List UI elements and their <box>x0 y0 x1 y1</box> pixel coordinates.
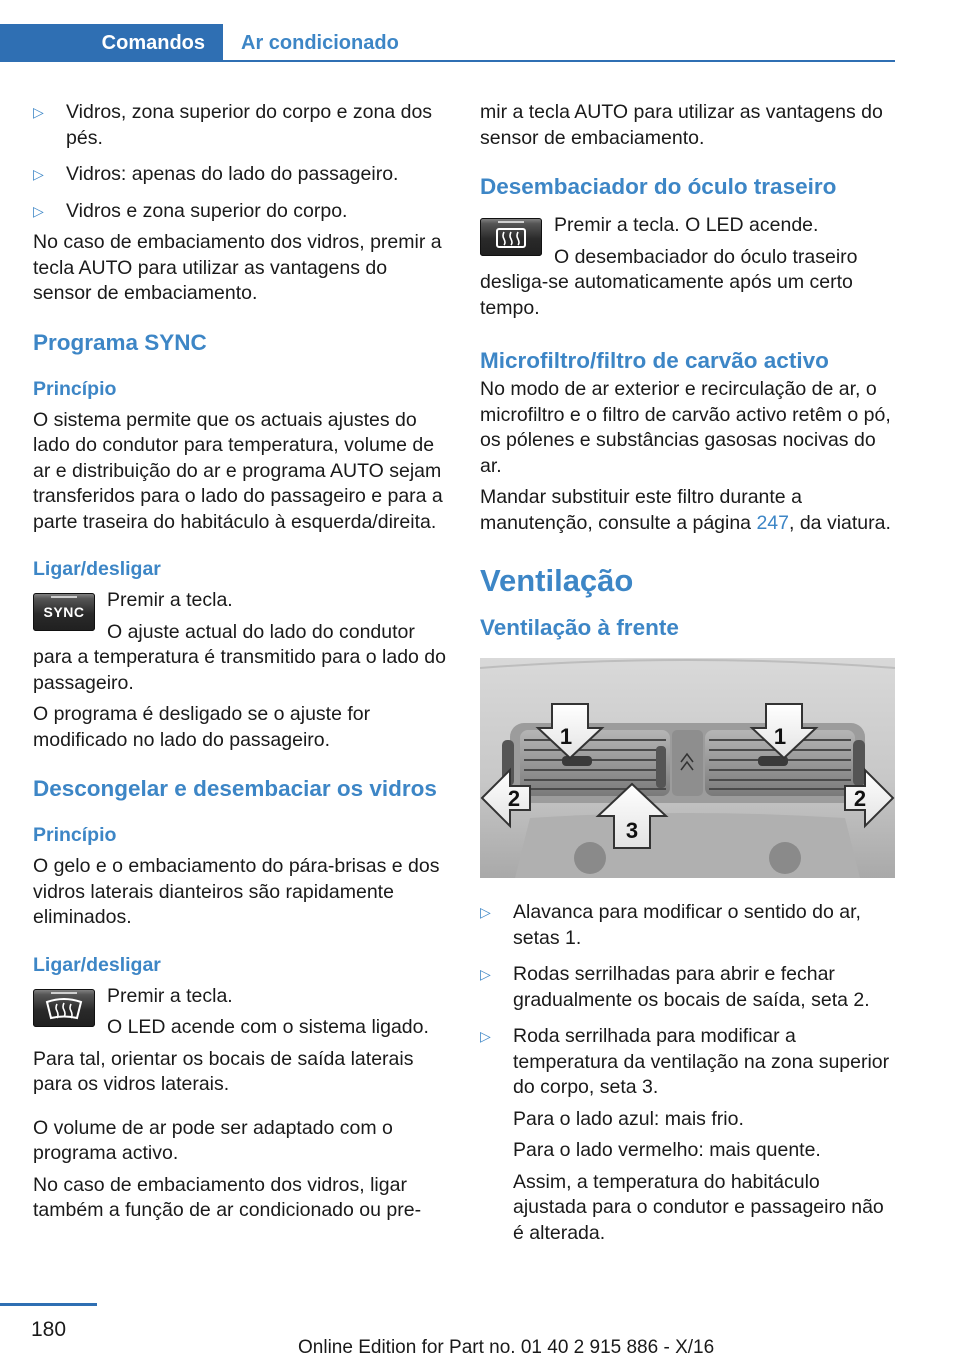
rear-defrost-key-block <box>480 213 895 327</box>
bullet-marker-icon: ▷ <box>480 1028 491 1044</box>
paragraph-desc-principio: O gelo e o embaciamento do pára-brisas e dos vidros laterais dianteiros são rapidamente eliminados. <box>33 855 440 928</box>
defrost-key-block <box>33 984 449 1047</box>
callout-2-left: 2 <box>507 786 521 811</box>
list-item <box>33 199 449 225</box>
vent-photo <box>480 658 895 878</box>
paragraph-filter-2 <box>480 485 895 536</box>
led-indicator <box>51 596 77 598</box>
list-item <box>33 162 449 188</box>
paragraph-desc-3: No caso de embaciamento dos vidros, ligar também a função de ar condicionado ou pre- <box>33 1173 422 1221</box>
callout-2-right: 2 <box>853 786 867 811</box>
list-item-text: Alavanca para modificar o sentido do ar, setas 1. <box>513 901 861 949</box>
list-item <box>480 1024 895 1101</box>
header-rule <box>223 60 895 62</box>
filter-text: , da viatura. <box>789 511 891 534</box>
list-item <box>480 900 895 951</box>
heading-oculo-traseiro: Desembaciador do óculo traseiro <box>480 174 837 199</box>
heading-ligar-desligar: Ligar/desligar <box>33 953 161 976</box>
heading-principio: Princípio <box>33 377 117 400</box>
left-column <box>33 100 449 1230</box>
filter-text: Mandar substituir este filtro durante a manutenção, consulte a página <box>480 486 802 534</box>
list-item-text: Vidros: apenas do lado do passageiro. <box>66 163 399 185</box>
list-item-text: Rodas serrilhadas para abrir e fechar gradualmente os bocais de saída, seta 2. <box>513 963 870 1011</box>
rear-key-line1: Premir a tecla. O LED acende. <box>554 214 819 236</box>
rear-key-line2: O desembaciador do óculo traseiro desliga-se automaticamente após um certo tempo. <box>480 245 858 319</box>
bullet-marker-icon: ▷ <box>480 904 491 920</box>
list-item-text: Vidros, zona superior do corpo e zona dos pés. <box>66 101 433 149</box>
page-number: 180 <box>30 1318 67 1341</box>
sub-line-azul: Para o lado azul: mais frio. <box>513 1107 744 1130</box>
paragraph-desc-1: Para tal, orientar os bocais de saída laterais para os vidros laterais. <box>33 1047 414 1095</box>
paragraph-embaciamento: No caso de embaciamento dos vidros, premir a tecla AUTO para utilizar as vantagens do sensor de embaciamento. <box>33 231 442 304</box>
paragraph-desc-2: O volume de ar pode ser adaptado com o programa activo. <box>33 1116 393 1164</box>
callout-1-right: 1 <box>773 724 787 749</box>
bullet-marker-icon: ▷ <box>33 166 44 182</box>
sync-key-block <box>33 588 449 702</box>
heading-principio: Princípio <box>33 824 117 846</box>
callout-3: 3 <box>625 818 639 843</box>
bullet-marker-icon: ▷ <box>480 966 491 982</box>
bullet-marker-icon: ▷ <box>33 104 44 120</box>
paragraph-sync-off: O programa é desligado se o ajuste for modificado no lado do passageiro. <box>33 703 371 751</box>
callout-1-left: 1 <box>559 724 573 749</box>
page-link[interactable]: 247 <box>756 511 789 534</box>
footer-rule <box>0 1303 97 1306</box>
heading-ventilacao: Ventilação <box>480 563 634 598</box>
rear-window-defrost-icon <box>480 218 542 256</box>
sync-key-label: SYNC <box>43 604 85 620</box>
edition-text: Online Edition for Part no. 01 40 2 915 886 - X/16 <box>298 1337 715 1358</box>
paragraph-sync-principio: O sistema permite que os actuais ajustes do lado do condutor para temperatura, volume de ar e distribuição do ar e programa AUTO sejam transferidos para o lado do passageiro e para a parte traseira do habitáculo à esquerda/direita. <box>33 408 443 533</box>
paragraph-continued: mir a tecla AUTO para utilizar as vantagens do sensor de embaciamento. <box>480 101 883 149</box>
bullet-marker-icon: ▷ <box>33 202 44 219</box>
list-item <box>33 100 449 151</box>
list-item-text: Vidros e zona superior do corpo. <box>66 199 348 222</box>
tab-ar-condicionado[interactable]: Ar condicionado <box>241 32 399 54</box>
heading-programa-sync: Programa SYNC <box>33 329 207 355</box>
right-column <box>480 100 895 1252</box>
list-item-text: Roda serrilhada para modificar a temperatura da ventilação na zona superior do corpo, seta 3. <box>513 1025 890 1098</box>
defrost-key-line1: Premir a tecla. <box>107 984 233 1007</box>
list-item <box>480 962 895 1013</box>
heading-ventilacao-frente: Ventilação à frente <box>480 615 679 640</box>
paragraph-filter-1: No modo de ar exterior e recirculação de ar, o microfiltro e o filtro de carvão activo retêm o pó, os pólenes e substâncias gasosas nocivas do ar. <box>480 378 891 477</box>
windshield-defrost-glyph <box>33 989 95 1027</box>
sync-key-line1: Premir a tecla. <box>107 589 233 611</box>
sub-line-vermelho: Para o lado vermelho: mais quente. <box>513 1139 821 1161</box>
windshield-defrost-icon <box>33 989 95 1027</box>
header-tabs <box>0 24 895 62</box>
rear-defrost-glyph <box>480 218 542 256</box>
heading-descongelar: Descongelar e desembaciar os vidros <box>33 776 437 801</box>
tab-comandos[interactable]: Comandos <box>0 24 223 62</box>
heading-ligar-desligar: Ligar/desligar <box>33 558 161 580</box>
sync-key-button <box>33 593 95 631</box>
heading-microfiltro: Microfiltro/filtro de carvão activo <box>480 348 829 373</box>
sync-key-line2: O ajuste actual do lado do condutor para a temperatura é transmitido para o lado do passageiro. <box>33 620 446 694</box>
defrost-key-line2: O LED acende com o sistema ligado. <box>107 1016 429 1038</box>
sub-line-assim: Assim, a temperatura do habitáculo ajustada para o condutor e passageiro não é alterada. <box>513 1170 884 1244</box>
